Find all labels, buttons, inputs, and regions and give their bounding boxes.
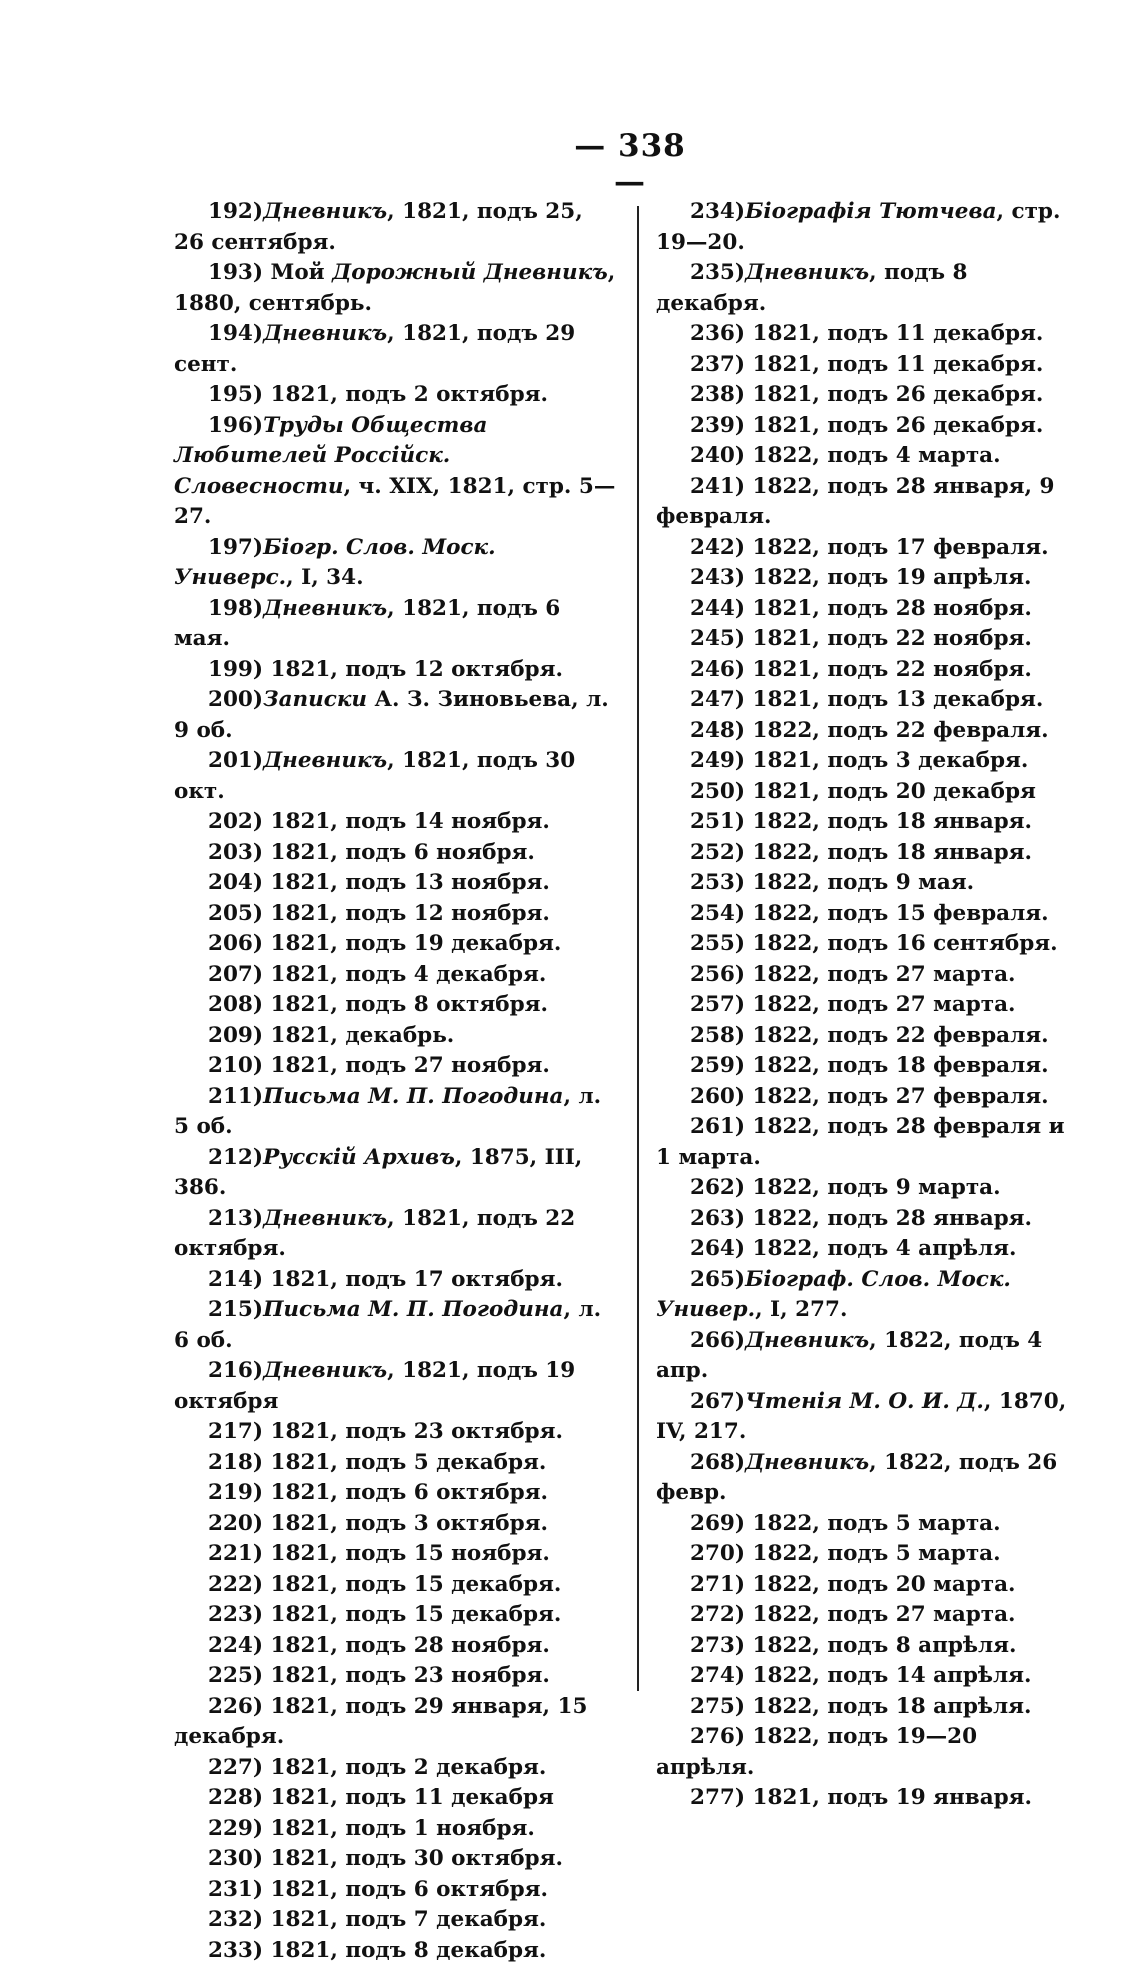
footnote-text: 1821, подъ 12 октября. [263, 657, 563, 682]
footnote-number: 256) [690, 962, 745, 987]
footnote-number: 234) [690, 199, 745, 224]
footnote-number: 240) [690, 443, 745, 468]
footnote-text: 1821, подъ 2 октября. [263, 382, 548, 407]
footnote-entry [174, 1204, 616, 1265]
footnote-text: 1822, подъ 18 апрѣля. [745, 1694, 1031, 1719]
footnote-number: 268) [690, 1450, 745, 1475]
footnote-entry [174, 1600, 616, 1631]
footnote-entry [174, 1021, 616, 1052]
footnote-entry [174, 1478, 616, 1509]
footnote-number: 262) [690, 1175, 745, 1200]
footnote-number: 235) [690, 260, 745, 285]
footnote-number: 203) [208, 840, 263, 865]
footnote-text: 1821, подъ 6 ноября. [263, 840, 535, 865]
footnote-number: 249) [690, 748, 745, 773]
footnote-entry [656, 594, 1076, 625]
footnote-entry [656, 197, 1076, 258]
footnote-source-title: Дневникъ [263, 1206, 387, 1231]
footnote-text: 1821, подъ 1 ноября. [263, 1816, 535, 1841]
footnote-text: 1821, подъ 6 октября. [263, 1480, 548, 1505]
footnote-entry [174, 258, 616, 319]
footnote-number: 271) [690, 1572, 745, 1597]
footnote-entry [656, 411, 1076, 442]
footnote-number: 232) [208, 1907, 263, 1932]
footnote-number: 215) [208, 1297, 263, 1322]
footnote-number: 192) [208, 199, 263, 224]
footnote-entry [656, 1783, 1076, 1814]
footnote-text: 1822, подъ 9 марта. [745, 1175, 1001, 1200]
footnote-entry [174, 533, 616, 594]
footnote-number: 247) [690, 687, 745, 712]
footnote-number: 216) [208, 1358, 263, 1383]
footnote-source-title: Чтенія М. О. И. Д. [745, 1389, 984, 1414]
footnote-number: 260) [690, 1084, 745, 1109]
footnote-entry [174, 1356, 616, 1417]
footnote-number: 220) [208, 1511, 263, 1536]
footnote-text: 1822, подъ 27 марта. [745, 1602, 1015, 1627]
footnote-text: 1821, подъ 2 декабря. [263, 1755, 546, 1780]
footnote-entry [656, 1051, 1076, 1082]
footnote-number: 267) [690, 1389, 745, 1414]
footnote-number: 230) [208, 1846, 263, 1871]
footnote-entry [174, 746, 616, 807]
footnote-text: , 1822, подъ 26 февр. [656, 1450, 1057, 1506]
footnote-number: 244) [690, 596, 745, 621]
footnote-number: 209) [208, 1023, 263, 1048]
footnote-text: , 1821, подъ 22 октября. [174, 1206, 575, 1262]
footnote-text: 1822, подъ 18 февраля. [745, 1053, 1049, 1078]
footnote-entry [174, 197, 616, 258]
footnote-text: , стр. 19—20. [656, 199, 1060, 255]
footnote-number: 259) [690, 1053, 745, 1078]
footnote-source-title: Дневникъ [263, 596, 387, 621]
footnote-text: 1822, подъ 19 апрѣля. [745, 565, 1031, 590]
footnote-number: 198) [208, 596, 263, 621]
footnote-entry [656, 1204, 1076, 1235]
footnote-text: 1822, подъ 4 марта. [745, 443, 1001, 468]
footnote-entry [656, 1387, 1076, 1448]
footnote-number: 261) [690, 1114, 745, 1139]
footnote-text: 1821, подъ 22 ноября. [745, 626, 1032, 651]
footnote-number: 219) [208, 1480, 263, 1505]
footnote-number: 272) [690, 1602, 745, 1627]
footnote-source-title: Дневникъ [745, 1450, 869, 1475]
footnote-text: 1822, подъ 18 января. [745, 840, 1032, 865]
footnote-entry [174, 1051, 616, 1082]
footnote-entry [174, 990, 616, 1021]
footnote-text: , 1821, подъ 6 мая. [174, 596, 560, 652]
footnote-text: 1822, подъ 16 сентября. [745, 931, 1058, 956]
footnote-text: 1822, подъ 18 января. [745, 809, 1032, 834]
footnote-text: , I, 277. [755, 1297, 847, 1322]
footnote-number: 274) [690, 1663, 745, 1688]
footnote-source-title: Біогр. Слов. Моск. Универс. [174, 535, 496, 591]
footnote-text: , 1822, подъ 4 апр. [656, 1328, 1042, 1384]
footnote-text: 1821, подъ 30 октября. [263, 1846, 563, 1871]
footnote-number: 270) [690, 1541, 745, 1566]
footnote-entry [656, 1234, 1076, 1265]
footnote-text: 1821, подъ 17 октября. [263, 1267, 563, 1292]
footnote-number: 246) [690, 657, 745, 682]
footnote-text: 1822, подъ 22 февраля. [745, 1023, 1049, 1048]
footnote-entry [174, 1570, 616, 1601]
footnote-number: 196) [208, 413, 263, 438]
footnote-entry [656, 838, 1076, 869]
footnote-number: 228) [208, 1785, 263, 1810]
footnote-entry [174, 1295, 616, 1356]
footnote-number: 217) [208, 1419, 263, 1444]
footnote-text: 1822, подъ 4 апрѣля. [745, 1236, 1016, 1261]
footnote-text: 1821, подъ 27 ноября. [263, 1053, 550, 1078]
footnote-entry [174, 1661, 616, 1692]
page-number: — 338 — [560, 128, 700, 200]
footnote-entry [656, 1661, 1076, 1692]
footnote-entry [174, 411, 616, 533]
footnote-text: 1822, подъ 27 февраля. [745, 1084, 1049, 1109]
footnote-entry [656, 533, 1076, 564]
footnote-number: 254) [690, 901, 745, 926]
footnote-number: 276) [690, 1724, 745, 1749]
footnote-number: 207) [208, 962, 263, 987]
footnote-text: , 1870, IV, 217. [656, 1389, 1066, 1445]
footnote-source-title: Біографія Тютчева [745, 199, 996, 224]
footnote-number: 224) [208, 1633, 263, 1658]
footnote-text: 1822, подъ 22 февраля. [745, 718, 1049, 743]
footnote-entry [174, 1814, 616, 1845]
footnote-entry [656, 1570, 1076, 1601]
footnote-source-title: Дневникъ [263, 321, 387, 346]
footnote-text: 1821, подъ 12 ноября. [263, 901, 550, 926]
footnote-entry [656, 1631, 1076, 1662]
footnote-text: 1821, подъ 19 января. [745, 1785, 1032, 1810]
footnote-entry [174, 380, 616, 411]
footnote-entry [174, 1509, 616, 1540]
footnote-number: 245) [690, 626, 745, 651]
footnote-number: 211) [208, 1084, 263, 1109]
footnote-text: 1822, подъ 27 марта. [745, 992, 1015, 1017]
footnote-entry [174, 807, 616, 838]
footnote-text: 1821, подъ 23 ноября. [263, 1663, 550, 1688]
footnote-entry [174, 1417, 616, 1448]
right-column [656, 197, 1076, 1814]
footnote-text: , л. 6 об. [174, 1297, 601, 1353]
footnote-text: , 1875, III, 386. [174, 1145, 582, 1201]
footnote-number: 213) [208, 1206, 263, 1231]
footnote-entry [656, 258, 1076, 319]
footnote-entry [174, 960, 616, 991]
footnote-text: 1822, подъ 28 февраля и 1 марта. [656, 1114, 1065, 1170]
footnote-text: 1822, подъ 5 марта. [745, 1541, 1001, 1566]
footnote-text: 1821, подъ 4 декабря. [263, 962, 546, 987]
footnote-entry [656, 563, 1076, 594]
footnote-number: 277) [690, 1785, 745, 1810]
footnote-text: А. З. Зиновьева, л. 9 об. [174, 687, 609, 743]
footnote-entry [656, 441, 1076, 472]
footnote-text: 1821, подъ 3 декабря. [745, 748, 1028, 773]
footnote-text: 1821, подъ 19 декабря. [263, 931, 561, 956]
footnote-text: 1821, подъ 26 декабря. [745, 382, 1043, 407]
footnote-number: 212) [208, 1145, 263, 1170]
footnote-entry [656, 929, 1076, 960]
footnote-text: 1821, подъ 28 ноября. [745, 596, 1032, 621]
footnote-source-title: Русскій Архивъ [263, 1145, 455, 1170]
footnote-entry [656, 1722, 1076, 1783]
footnote-text: 1821, подъ 22 ноября. [745, 657, 1032, 682]
footnote-source-title: Дневникъ [263, 748, 387, 773]
footnote-number: 229) [208, 1816, 263, 1841]
footnote-entry [174, 1143, 616, 1204]
footnote-entry [174, 655, 616, 686]
footnote-entry [656, 319, 1076, 350]
footnote-text: 1822, подъ 8 апрѣля. [745, 1633, 1016, 1658]
footnote-number: 206) [208, 931, 263, 956]
footnote-text: 1821, подъ 14 ноября. [263, 809, 550, 834]
footnote-number: 266) [690, 1328, 745, 1353]
footnote-number: 252) [690, 840, 745, 865]
footnote-source-title: Біограф. Слов. Моск. Универ. [656, 1267, 1011, 1323]
left-column [174, 197, 616, 1966]
footnote-entry [174, 1631, 616, 1662]
footnote-entry [656, 960, 1076, 991]
footnote-number: 233) [208, 1938, 263, 1963]
footnote-text: , 1821, подъ 19 октября [174, 1358, 575, 1414]
footnote-number: 257) [690, 992, 745, 1017]
footnote-entry [174, 319, 616, 380]
footnote-number: 263) [690, 1206, 745, 1231]
footnote-entry [174, 838, 616, 869]
footnote-text: 1822, подъ 27 марта. [745, 962, 1015, 987]
footnote-text: 1821, подъ 8 октября. [263, 992, 548, 1017]
footnote-entry [174, 1844, 616, 1875]
footnote-source-title: Дневникъ [745, 1328, 869, 1353]
footnote-entry [656, 807, 1076, 838]
footnote-entry [656, 624, 1076, 655]
footnote-text: 1822, подъ 5 марта. [745, 1511, 1001, 1536]
footnote-number: 227) [208, 1755, 263, 1780]
footnote-text: 1821, подъ 29 января, 15 декабря. [174, 1694, 587, 1750]
footnote-text: , I, 34. [286, 565, 363, 590]
footnote-number: 255) [690, 931, 745, 956]
footnote-entry [174, 685, 616, 746]
footnote-text: 1821, подъ 26 декабря. [745, 413, 1043, 438]
footnote-entry [656, 685, 1076, 716]
footnote-entry [656, 472, 1076, 533]
footnote-text: 1821, подъ 11 декабря [263, 1785, 554, 1810]
footnote-entry [174, 1753, 616, 1784]
footnote-number: 250) [690, 779, 745, 804]
footnote-number: 273) [690, 1633, 745, 1658]
footnote-entry [656, 1692, 1076, 1723]
footnote-entry [656, 868, 1076, 899]
footnote-entry [174, 1905, 616, 1936]
footnote-text: 1821, подъ 13 ноября. [263, 870, 550, 895]
footnote-entry [174, 929, 616, 960]
footnote-text: , ч. XIX, 1821, стр. 5—27. [174, 474, 615, 530]
footnote-number: 197) [208, 535, 263, 560]
footnote-source-title: Дневникъ [745, 260, 869, 285]
footnote-text: 1821, подъ 28 ноября. [263, 1633, 550, 1658]
footnote-entry [174, 1082, 616, 1143]
footnote-text: , 1821, подъ 25, 26 сентября. [174, 199, 583, 255]
footnote-text: , 1821, подъ 30 окт. [174, 748, 575, 804]
footnote-entry [656, 655, 1076, 686]
footnote-number: 205) [208, 901, 263, 926]
footnote-entry [174, 1936, 616, 1966]
footnote-entry [174, 1448, 616, 1479]
footnote-number: 208) [208, 992, 263, 1017]
footnote-number: 251) [690, 809, 745, 834]
footnote-source-title: Письма М. П. Погодина [263, 1084, 563, 1109]
footnote-entry [656, 1173, 1076, 1204]
footnote-text: 1822, подъ 20 марта. [745, 1572, 1015, 1597]
footnote-entry [656, 1265, 1076, 1326]
footnote-entry [174, 1783, 616, 1814]
column-divider [637, 206, 639, 1691]
footnote-entry [656, 746, 1076, 777]
footnote-number: 199) [208, 657, 263, 682]
footnote-entry [656, 1448, 1076, 1509]
footnote-entry [656, 716, 1076, 747]
footnote-number: 248) [690, 718, 745, 743]
footnote-number: 194) [208, 321, 263, 346]
footnote-text: 1821, подъ 3 октября. [263, 1511, 548, 1536]
footnote-number: 242) [690, 535, 745, 560]
footnote-text: , 1821, подъ 29 сент. [174, 321, 575, 377]
footnote-text: 1821, подъ 11 декабря. [745, 352, 1043, 377]
footnote-entry [174, 868, 616, 899]
footnote-text: 1821, подъ 5 декабря. [263, 1450, 546, 1475]
footnote-number: 221) [208, 1541, 263, 1566]
footnote-number: 238) [690, 382, 745, 407]
footnote-number: 200) [208, 687, 263, 712]
footnote-number: 231) [208, 1877, 263, 1902]
footnote-text: 1821, подъ 8 декабря. [263, 1938, 546, 1963]
footnote-entry [174, 1692, 616, 1753]
footnote-number: 258) [690, 1023, 745, 1048]
footnote-text: 1821, подъ 6 октября. [263, 1877, 548, 1902]
footnote-text: 1821, подъ 23 октября. [263, 1419, 563, 1444]
footnote-number: 223) [208, 1602, 263, 1627]
footnote-entry [656, 380, 1076, 411]
footnote-text: 1822, подъ 28 января, 9 февраля. [656, 474, 1054, 530]
footnote-source-title: Письма М. П. Погодина [263, 1297, 563, 1322]
footnote-text: , л. 5 об. [174, 1084, 601, 1140]
footnote-number: 269) [690, 1511, 745, 1536]
footnote-entry [656, 990, 1076, 1021]
footnote-source-title: Записки [263, 687, 367, 712]
footnote-entry [656, 1082, 1076, 1113]
footnote-source-title: Дневникъ [263, 199, 387, 224]
footnote-number: 265) [690, 1267, 745, 1292]
footnote-number: 239) [690, 413, 745, 438]
footnote-entry [174, 1539, 616, 1570]
footnote-text: 1821, подъ 15 декабря. [263, 1572, 561, 1597]
footnote-text: 1822, подъ 9 мая. [745, 870, 974, 895]
footnote-number: 253) [690, 870, 745, 895]
footnote-number: 236) [690, 321, 745, 346]
footnote-number: 201) [208, 748, 263, 773]
footnote-text: 1821, подъ 7 декабря. [263, 1907, 546, 1932]
footnote-text: , подъ 8 декабря. [656, 260, 967, 316]
footnote-entry [656, 1539, 1076, 1570]
footnote-source-title: Дорожный Дневникъ [332, 260, 608, 285]
footnote-entry [656, 1600, 1076, 1631]
footnote-number: 204) [208, 870, 263, 895]
footnote-text: 1822, подъ 19—20 апрѣля. [656, 1724, 977, 1780]
footnote-number: 195) [208, 382, 263, 407]
footnote-entry [656, 1021, 1076, 1052]
footnote-number: 210) [208, 1053, 263, 1078]
footnote-entry [174, 594, 616, 655]
footnote-entry [174, 1875, 616, 1906]
footnote-number: 193) [208, 260, 263, 285]
footnote-entry [656, 899, 1076, 930]
footnote-number: 241) [690, 474, 745, 499]
footnote-entry [656, 1326, 1076, 1387]
footnote-text: 1821, подъ 15 декабря. [263, 1602, 561, 1627]
footnote-text: 1822, подъ 15 февраля. [745, 901, 1049, 926]
footnote-text: 1821, подъ 11 декабря. [745, 321, 1043, 346]
footnote-text: 1822, подъ 14 апрѣля. [745, 1663, 1031, 1688]
footnote-text: 1822, подъ 17 февраля. [745, 535, 1049, 560]
footnote-text: 1821, подъ 15 ноября. [263, 1541, 550, 1566]
footnote-number: 243) [690, 565, 745, 590]
footnote-text: 1822, подъ 28 января. [745, 1206, 1032, 1231]
footnote-number: 202) [208, 809, 263, 834]
footnote-entry [174, 899, 616, 930]
footnote-entry [656, 350, 1076, 381]
footnote-number: 226) [208, 1694, 263, 1719]
footnote-source-title: Дневникъ [263, 1358, 387, 1383]
footnote-number: 225) [208, 1663, 263, 1688]
footnote-number: 275) [690, 1694, 745, 1719]
footnote-number: 214) [208, 1267, 263, 1292]
footnote-source-title: Труды Общества Любителей Россійск. Словесности [174, 413, 487, 499]
footnote-number: 264) [690, 1236, 745, 1261]
footnote-number: 222) [208, 1572, 263, 1597]
footnote-text: Мой [263, 260, 332, 285]
footnote-entry [656, 1509, 1076, 1540]
footnote-text: 1821, декабрь. [263, 1023, 454, 1048]
footnote-text: 1821, подъ 13 декабря. [745, 687, 1043, 712]
footnote-number: 237) [690, 352, 745, 377]
footnote-entry [174, 1265, 616, 1296]
footnote-text: , 1880, сентябрь. [174, 260, 615, 316]
footnote-number: 218) [208, 1450, 263, 1475]
footnote-entry [656, 777, 1076, 808]
footnote-entry [656, 1112, 1076, 1173]
footnote-text: 1821, подъ 20 декабря [745, 779, 1036, 804]
